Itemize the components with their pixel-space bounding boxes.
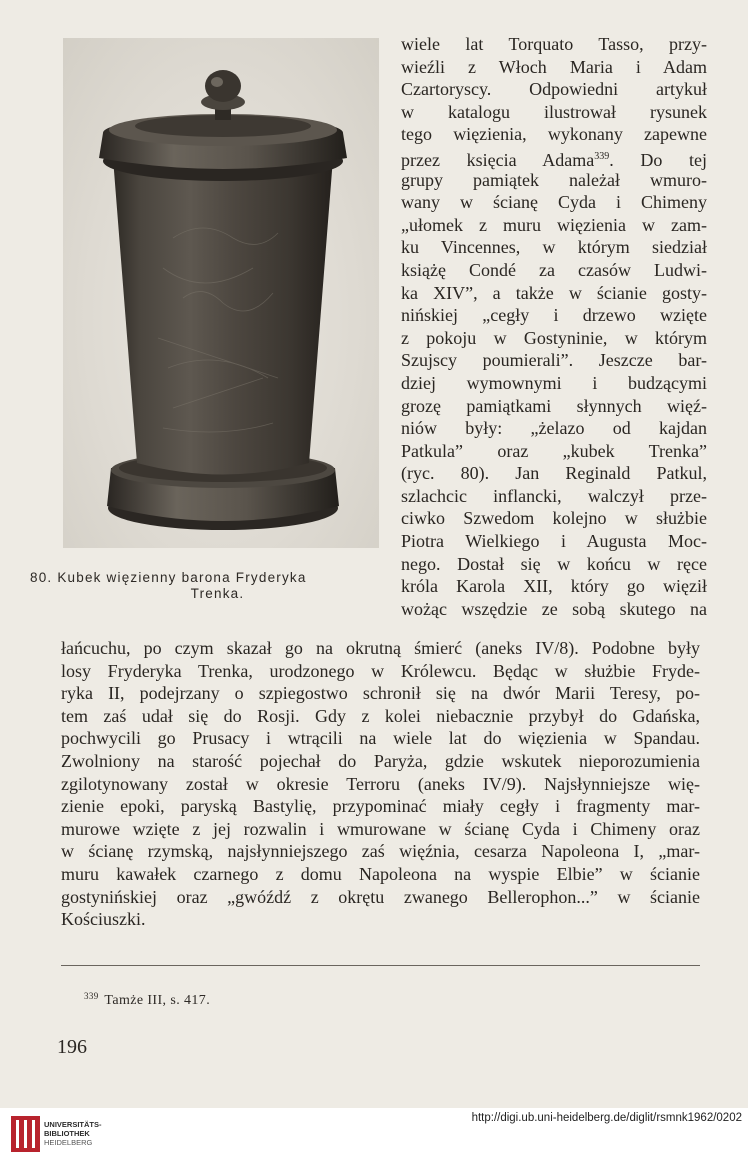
text-column (401, 33, 707, 620)
paragraph-line: gostynińskiej oraz „gwóźdź z okrętu zwanego Bellerophon...” w ścianie (61, 886, 700, 907)
column-line-text: przez księcia Adama (401, 149, 595, 170)
column-line: Czartoryscy. Odpowiedni artykuł (401, 79, 707, 100)
university-library-logo-icon (8, 1114, 42, 1154)
cup-illustration (63, 38, 379, 548)
paragraph-line: pochwycili go Prusacy i wtrącili na wiele lat do więzienia w Spandau. (61, 728, 700, 749)
paragraph-line: w ścianę rzymską, najsłynniejszego zaś więźnia, cesarza Napoleona I, „mar- (61, 841, 700, 862)
column-line: nego. Dostał się w końcu w ręce (401, 553, 707, 574)
page-number: 196 (57, 1036, 87, 1058)
footnote (84, 991, 210, 1009)
column-line: dziej wymownymi i budzącymi (401, 372, 707, 393)
column-line: wany w ścianę Cyda i Chimeny (401, 192, 707, 213)
column-line: niów były: „żelazo od kajdan (401, 418, 707, 439)
library-name-line-3: HEIDELBERG (44, 1138, 93, 1147)
column-line: Szujscy poumierali”. Jeszcze bar- (401, 350, 707, 371)
figure-caption (30, 570, 405, 602)
column-line: ciwko Szwedom kolejno w służbie (401, 508, 707, 529)
paragraph-line: ryka II, podejrzany o szpiegostwo schronił się na dwór Marii Teresy, po- (61, 683, 700, 704)
column-line: wieźli z Włoch Maria i Adam (401, 56, 707, 77)
paragraph-line: murowe wzięte z jej rozwalin i wmurowane w ścianę Cyda i Chimeny oraz (61, 818, 700, 839)
caption-line-2: Trenka. (190, 586, 245, 601)
column-line: ku Vincennes, w którym siedział (401, 237, 707, 258)
column-line: grozę pamiątkami słynnych więź- (401, 395, 707, 416)
column-line: Patkula” oraz „kubek Trenka” (401, 440, 707, 461)
library-name (44, 1120, 102, 1147)
body-paragraph (61, 637, 700, 931)
column-line: „ułomek z muru więzienia w zam- (401, 214, 707, 235)
source-url-link[interactable]: http://digi.ub.uni-heidelberg.de/diglit/rsmnk1962/0202 (471, 1112, 742, 1124)
column-line: króla Karola XII, który go więził (401, 576, 707, 597)
photo-trenck-cup (63, 38, 379, 548)
column-line: Piotra Wielkiego i Augusta Moc- (401, 531, 707, 552)
paragraph-line: losy Fryderyka Trenka, urodzonego w Królewcu. Będąc w służbie Fryde- (61, 660, 700, 681)
column-line: wiele lat Torquato Tasso, przy- (401, 34, 707, 54)
footnote-divider (61, 965, 700, 966)
footnote-marker: 339 (84, 991, 99, 1001)
column-line: w katalogu ilustrował rysunek (401, 101, 707, 122)
paragraph-line: zienie epoki, paryską Bastylię, przypominać miały cegły i fragmenty mar- (61, 796, 700, 817)
column-line-footnote-ref (401, 146, 707, 169)
library-name-line-2: BIBLIOTHEK (44, 1129, 90, 1138)
paragraph-line: Zwolniony na starość pojechał do Paryża, gdzie wskutek nieporozumienia (61, 750, 700, 771)
column-line: nińskiej „cegły i drzewo wzięte (401, 305, 707, 326)
paragraph-line: tem zaś udał się do Rosji. Gdy z kolei niebacznie przybył do Gdańska, (61, 705, 700, 726)
column-line: książę Condé za czasów Ludwi- (401, 259, 707, 280)
column-line: z pokoju w Gostyninie, w którym (401, 327, 707, 348)
library-name-line-1: UNIVERSITÄTS- (44, 1120, 102, 1129)
paragraph-line: muru kawałek czarnego z domu Napoleona na wyspie Elbie” w ścianie (61, 863, 700, 884)
footnote-reference: 339 (594, 150, 610, 162)
column-line: (ryc. 80). Jan Reginald Patkul, (401, 463, 707, 484)
column-line: tego więzienia, wykonany zapewne (401, 124, 707, 145)
footnote-text: Tamże III, s. 417. (104, 993, 211, 1008)
caption-line-1: 80. Kubek więzienny barona Fryderyka (30, 570, 307, 585)
column-line-tail: . Do tej (609, 149, 707, 170)
paragraph-line: zgilotynowany został w okresie Terroru (aneks IV/9). Najsłynniejsze wię- (61, 773, 700, 794)
column-line: grupy pamiątek należał wmuro- (401, 169, 707, 190)
column-line: ka XIV”, a także w ścianie gosty- (401, 282, 707, 303)
column-line: wożąc wszędzie ze sobą skutego na (401, 598, 707, 619)
paragraph-line: łańcuchu, po czym skazał go na okrutną śmierć (aneks IV/8). Podobne były (61, 638, 700, 658)
paragraph-line: Kościuszki. (61, 909, 146, 930)
column-line: szlachcic inflancki, walczył prze- (401, 485, 707, 506)
